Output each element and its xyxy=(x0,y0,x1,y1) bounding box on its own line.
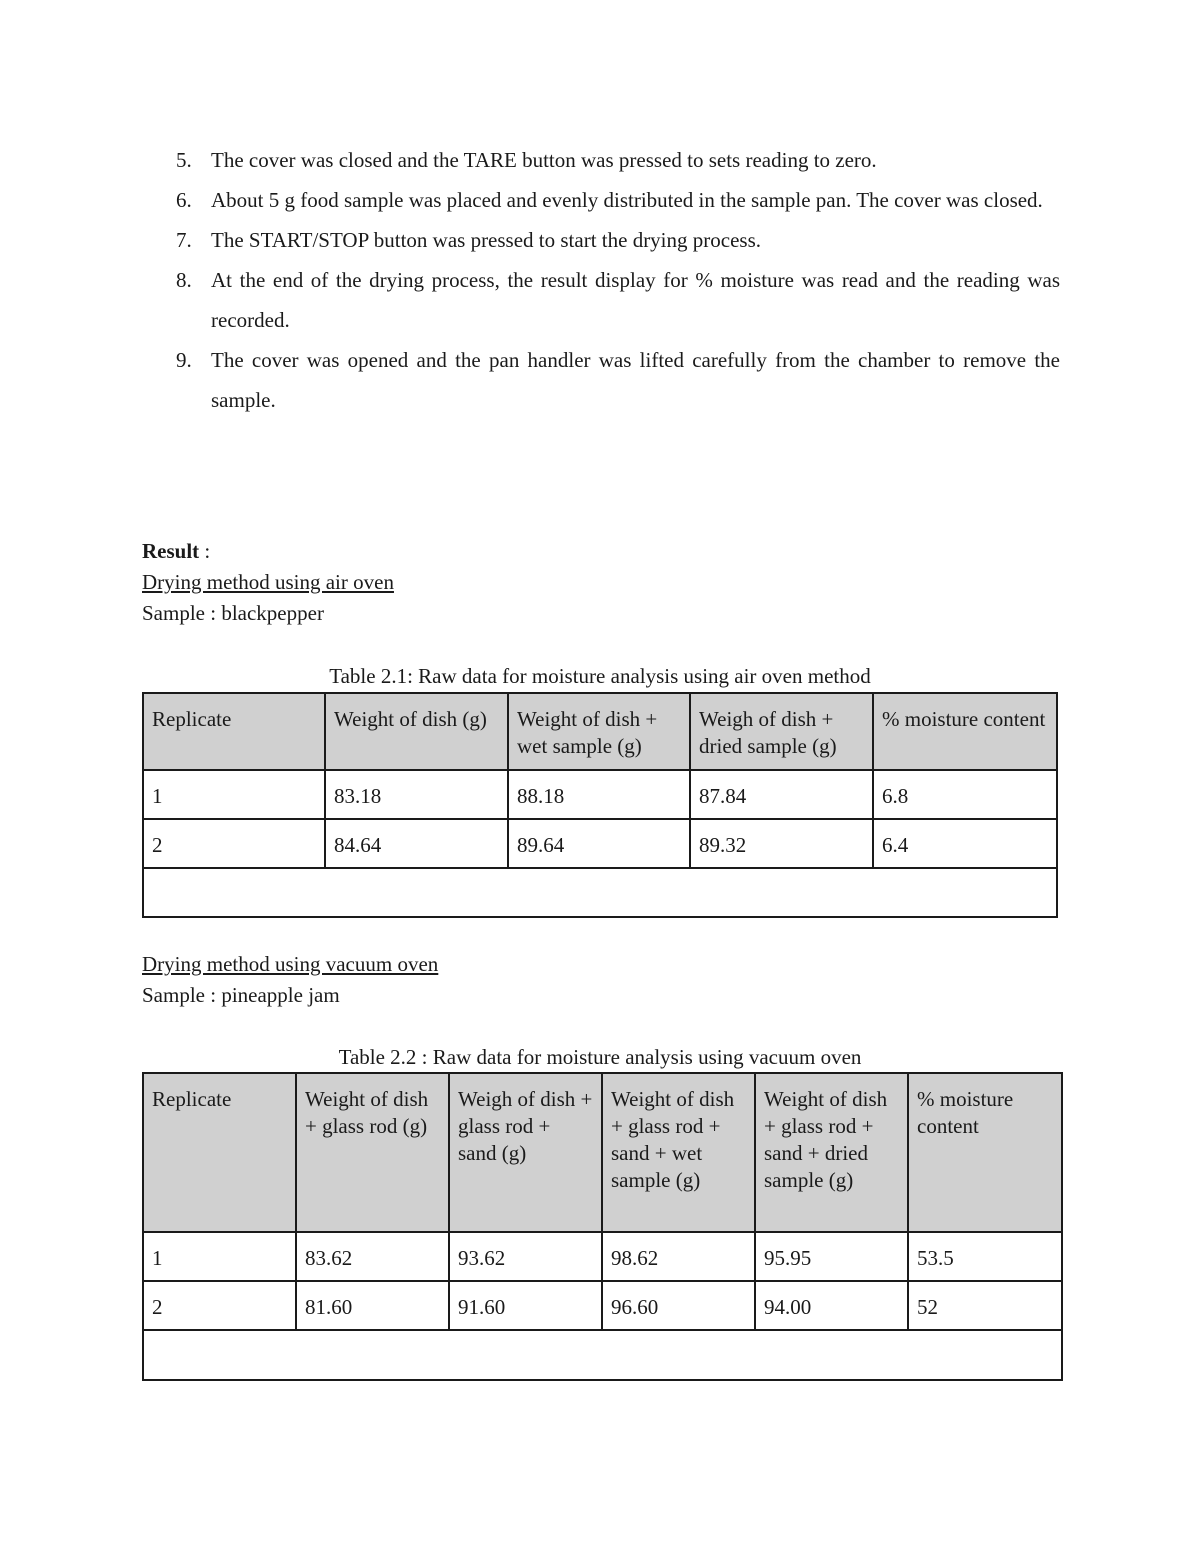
table-cell: 83.62 xyxy=(296,1232,449,1281)
table-row xyxy=(143,1281,1062,1330)
step-text: The cover was closed and the TARE button was pressed to sets reading to zero. xyxy=(211,148,877,172)
table-vacuum-oven xyxy=(142,1072,1063,1381)
result-heading: Result xyxy=(142,539,200,563)
table-cell: 91.60 xyxy=(449,1281,602,1330)
table-header-row xyxy=(143,1073,1062,1232)
table-header-cell: Weight of dish + glass rod (g) xyxy=(296,1073,449,1232)
table-cell: 1 xyxy=(143,770,325,819)
method-vacuum-oven-title: Drying method using vacuum oven xyxy=(142,952,439,976)
table-header-cell: Replicate xyxy=(143,693,325,770)
table-row xyxy=(143,1232,1062,1281)
table-header-cell: % moisture content xyxy=(908,1073,1062,1232)
step-item xyxy=(142,260,1060,340)
table1-caption: Table 2.1: Raw data for moisture analysis using air oven method xyxy=(329,664,871,688)
table2-caption: Table 2.2 : Raw data for moisture analysis using vacuum oven xyxy=(338,1045,862,1069)
step-number: 6. xyxy=(176,188,192,212)
table-cell: 6.4 xyxy=(873,819,1057,868)
table-header-row xyxy=(143,693,1057,770)
table-cell: 2 xyxy=(143,1281,296,1330)
sample-vacuum-oven: Sample : pineapple jam xyxy=(142,983,340,1007)
table-cell: 52 xyxy=(908,1281,1062,1330)
table-cell: 95.95 xyxy=(755,1232,908,1281)
vacuum-oven-section xyxy=(142,949,1060,1011)
step-text: The cover was opened and the pan handler was lifted carefully from the chamber to remove the sample. xyxy=(211,348,1060,412)
sample-air-oven: Sample : blackpepper xyxy=(142,601,324,625)
method-air-oven-title: Drying method using air oven xyxy=(142,570,394,594)
table-header-cell: Weight of dish (g) xyxy=(325,693,508,770)
table-row xyxy=(143,770,1057,819)
table-header-cell: Replicate xyxy=(143,1073,296,1232)
table-header-cell: Weight of dish + glass rod + sand + wet sample (g) xyxy=(602,1073,755,1232)
table-empty-row xyxy=(143,1330,1062,1380)
table-cell: 93.62 xyxy=(449,1232,602,1281)
table-header-cell: Weight of dish + wet sample (g) xyxy=(508,693,690,770)
procedure-steps xyxy=(142,140,1060,420)
table-empty-row xyxy=(143,868,1057,917)
step-number: 9. xyxy=(176,348,192,372)
step-item xyxy=(142,340,1060,420)
table-cell: 87.84 xyxy=(690,770,873,819)
table-cell: 1 xyxy=(143,1232,296,1281)
step-item xyxy=(142,220,1060,260)
result-heading-line xyxy=(142,536,1060,567)
table-cell: 81.60 xyxy=(296,1281,449,1330)
step-text: About 5 g food sample was placed and evenly distributed in the sample pan. The cover was closed. xyxy=(211,188,1043,212)
table-cell: 96.60 xyxy=(602,1281,755,1330)
table-row xyxy=(143,819,1057,868)
step-number: 8. xyxy=(176,268,192,292)
table-cell: 6.8 xyxy=(873,770,1057,819)
step-text: The START/STOP button was pressed to start the drying process. xyxy=(211,228,761,252)
step-number: 5. xyxy=(176,148,192,172)
table-cell: 89.64 xyxy=(508,819,690,868)
table-header-cell: Weigh of dish + dried sample (g) xyxy=(690,693,873,770)
step-number: 7. xyxy=(176,228,192,252)
table-cell: 98.62 xyxy=(602,1232,755,1281)
table-empty-cell xyxy=(143,868,1057,917)
step-item xyxy=(142,140,1060,180)
step-text: At the end of the drying process, the result display for % moisture was read and the reading was recorded. xyxy=(211,268,1060,332)
table-cell: 89.32 xyxy=(690,819,873,868)
table-header-cell: Weight of dish + glass rod + sand + dried sample (g) xyxy=(755,1073,908,1232)
table-cell: 88.18 xyxy=(508,770,690,819)
table-cell: 2 xyxy=(143,819,325,868)
table-cell: 83.18 xyxy=(325,770,508,819)
table-empty-cell xyxy=(143,1330,1062,1380)
table-cell: 53.5 xyxy=(908,1232,1062,1281)
table-air-oven xyxy=(142,692,1058,918)
table-header-cell: Weigh of dish + glass rod + sand (g) xyxy=(449,1073,602,1232)
result-heading-colon: : xyxy=(199,539,211,563)
step-item xyxy=(142,180,1060,220)
table-header-cell: % moisture content xyxy=(873,693,1057,770)
result-section xyxy=(142,536,1060,629)
table-cell: 94.00 xyxy=(755,1281,908,1330)
table-cell: 84.64 xyxy=(325,819,508,868)
